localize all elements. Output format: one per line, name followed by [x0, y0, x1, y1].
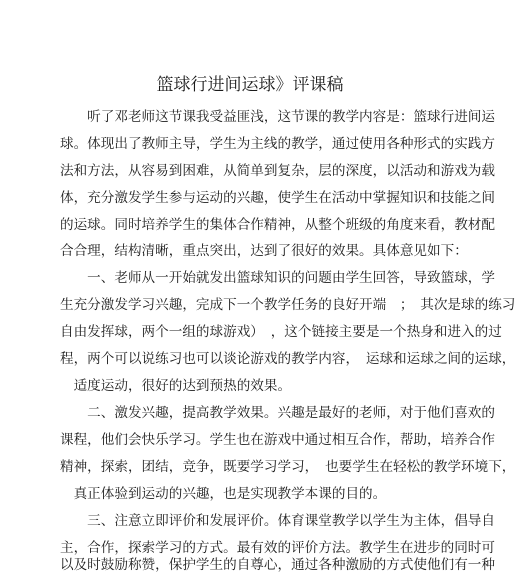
paragraph-line: 真正体验到运动的兴趣，也是实现教学本课的目的。	[60, 486, 387, 502]
paragraph-line: 听了邓老师这节课我受益匪浅，这节课的教学内容是：篮球行进间运	[60, 109, 495, 125]
paragraph-line: 精神，探索，团结，竞争，既要学习学习， 也要学生在轻松的教学环境下，	[60, 459, 515, 475]
paragraph-line: 法和方法，从容易到困难，从简单到复杂，层的深度，以活动和游戏为载	[60, 163, 495, 179]
paragraph-line: 的运球。同时培养学生的集体合作精神，从整个班级的角度来看，教材配	[60, 217, 495, 233]
paragraph-line: 以及时鼓励称赞，保护学生的自尊心，通过各种激励的方式使他们有一种	[60, 557, 495, 573]
paragraph-line: 二、激发兴趣，提高教学效果。兴趣是最好的老师，对于他们喜欢的	[60, 405, 495, 421]
paragraph-line: 一、老师从一开始就发出篮球知识的问题由学生回答，导致篮球，学	[60, 270, 495, 286]
paragraph-line: 课程，他们会快乐学习。学生也在游戏中通过相互合作，帮助，培养合作	[60, 432, 495, 448]
paragraph-line: 三、注意立即评价和发展评价。体育课堂教学以学生为主体，倡导自	[60, 513, 495, 529]
paragraph-line: 主，合作，探索学习的方式。最有效的评价方法。教学生在进步的同时可	[60, 540, 495, 556]
paragraph-line: 适度运动，很好的达到预热的效果。	[60, 378, 292, 394]
paragraph-line: 生充分激发学习兴趣，完成下一个教学任务的良好开端 ； 其次是球的练习	[60, 297, 515, 313]
document-title: 篮球行进间运球》评课稿	[156, 75, 344, 95]
paragraph-line: 体，充分激发学生参与运动的兴趣，使学生在活动中掌握知识和技能之间	[60, 190, 495, 206]
paragraph-line: 程，两个可以说练习也可以谈论游戏的教学内容， 运球和运球之间的运球，	[60, 351, 515, 367]
paragraph-line: 合合理，结构清晰，重点突出，达到了很好的效果。具体意见如下：	[60, 243, 468, 259]
paragraph-line: 球。体现出了教师主导，学生为主线的教学，通过使用各种形式的实践方	[60, 136, 495, 152]
paragraph-line: 自由发挥球，两个一组的球游戏） ，这个链接主要是一个热身和进入的过	[60, 324, 502, 340]
